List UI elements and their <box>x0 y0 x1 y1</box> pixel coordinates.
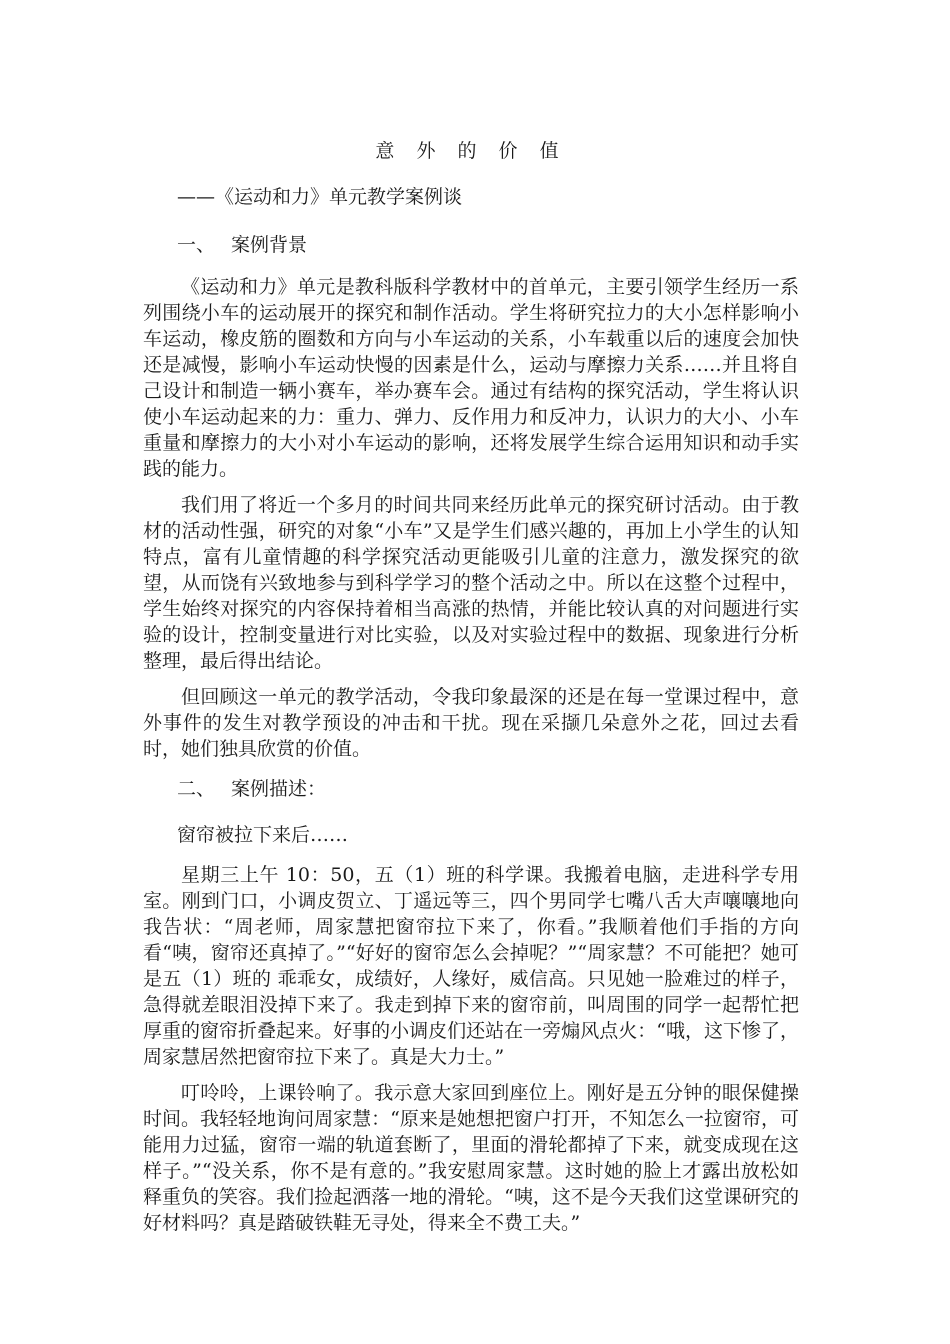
paragraph-unit-intro: 《运动和力》单元是教科版科学教材中的首单元，主要引领学生经历一系列围绕小车的运动展开的探究和制作活动。学生将研究拉力的大小怎样影响小车运动，橡皮筋的圈数和方向与小车运动的关系，小车载重以后的速度会加快还是减慢，影响小车运动快慢的因素是什么，运动与摩擦力关系……并且将自己设计和制造一辆小赛车，举办赛车会。通过有结构的探究活动，学生将认识使小车运动起来的力：重力、弹力、反作用力和反冲力，认识力的大小、小车重量和摩擦力的大小对小车运动的影响，还将发展学生综合运用知识和动手实践的能力。 <box>143 276 799 480</box>
section-label: 案例描述： <box>231 778 327 800</box>
document-title: 意 外 的 价 值 <box>375 140 567 162</box>
section-heading-background <box>177 228 799 262</box>
paragraph-story-part2: 叮呤呤，上课铃响了。我示意大家回到座位上。刚好是五分钟的眼保健操时间。我轻轻地询问周家慧：“原来是她想把窗户打开，不知怎么一拉窗帘，可能用力过猛，窗帘一端的轨道套断了，里面的滑轮都掉了下来，就变成现在这样子。”“没关系，你不是有意的。”我安慰周家慧。这时她的脸上才露出放松如释重负的笑容。我们捡起洒落一地的滑轮。“咦，这不是今天我们这堂课研究的好材料吗？真是踏破铁鞋无寻处，得来全不费工夫。” <box>143 1082 799 1234</box>
document-subtitle: ——《运动和力》单元教学案例谈 <box>177 186 463 208</box>
section-number: 一、 <box>177 234 216 256</box>
document-page <box>143 134 799 1246</box>
paragraph-story-part1: 星期三上午 10：50，五（1）班的科学课。我搬着电脑，走进科学专用室。刚到门口，小调皮贺立、丁遥远等三，四个男同学七嘴八舌大声嚷嚷地向我告状：“周老师，周家慧把窗帘拉下来了，你看。”我顺着他们手指的方向看“咦，窗帘还真掉了。”“好好的窗帘怎么会掉呢？”“周家慧？不可能把？她可是五（1）班的 乖乖女，成绩好，人缘好，威信高。只见她一脸难过的样子，急得就差眼泪没掉下来了。我走到掉下来的窗帘前，叫周围的同学一起帮忙把厚重的窗帘折叠起来。好事的小调皮们还站在一旁煽风点火：“哦，这下惨了，周家慧居然把窗帘拉下来了。真是大力士。” <box>143 864 799 1068</box>
section-heading-description <box>177 772 799 806</box>
section-label: 案例背景 <box>231 234 308 256</box>
paragraph-reflection: 但回顾这一单元的教学活动，令我印象最深的还是在每一堂课过程中，意外事件的发生对教学预设的冲击和干扰。现在采撷几朵意外之花，回过去看时，她们独具欣赏的价值。 <box>143 686 799 760</box>
section-number: 二、 <box>177 778 216 800</box>
story-title: 窗帘被拉下来后…… <box>177 824 349 846</box>
paragraph-teaching-process: 我们用了将近一个多月的时间共同来经历此单元的探究研讨活动。由于教材的活动性强，研究的对象“小车”又是学生们感兴趣的，再加上小学生的认知特点，富有儿童情趣的科学探究活动更能吸引儿童的注意力，激发探究的欲望，从而饶有兴致地参与到科学学习的整个活动之中。所以在这整个过程中，学生始终对探究的内容保持着相当高涨的热情，并能比较认真的对问题进行实验的设计，控制变量进行对比实验，以及对实验过程中的数据、现象进行分析整理，最后得出结论。 <box>143 494 799 672</box>
